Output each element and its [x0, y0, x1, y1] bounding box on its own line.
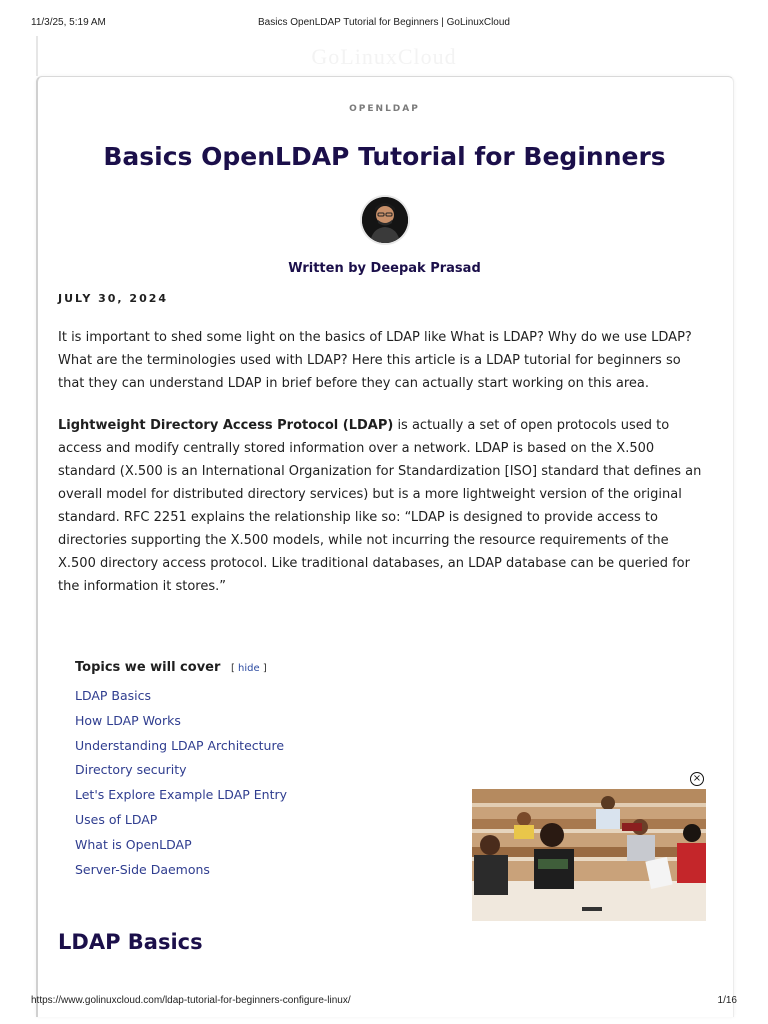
- print-footer: [0, 995, 768, 1009]
- publish-date: JULY 30, 2024: [58, 292, 169, 305]
- toc-item-server-side-daemons[interactable]: Server-Side Daemons: [75, 861, 210, 877]
- section-heading-ldap-basics: LDAP Basics: [58, 930, 203, 954]
- classroom-photo: [472, 789, 706, 921]
- article-category[interactable]: OPENLDAP: [349, 104, 420, 114]
- ad-image[interactable]: [472, 789, 706, 921]
- toc-item-ldap-basics[interactable]: LDAP Basics: [75, 688, 152, 703]
- print-page-title: Basics OpenLDAP Tutorial for Beginners | GoLinuxCloud: [258, 17, 510, 28]
- toc-hide-link[interactable]: hide: [238, 663, 260, 674]
- definition-paragraph: [58, 414, 708, 598]
- print-datetime: 11/3/25, 5:19 AM: [31, 17, 106, 28]
- print-url[interactable]: https://www.golinuxcloud.com/ldap-tutorial-for-beginners-configure-linux/: [31, 995, 351, 1006]
- avatar-photo: [362, 197, 408, 243]
- toc-list: [75, 688, 375, 886]
- author-avatar[interactable]: [362, 197, 408, 243]
- toc-item-example-entry[interactable]: Let's Explore Example LDAP Entry: [75, 787, 288, 803]
- toc-item-how-ldap-works[interactable]: How LDAP Works: [75, 712, 181, 728]
- toc-item-directory-security[interactable]: Directory security: [75, 762, 187, 778]
- toc-hide-toggle[interactable]: [ hide ]: [230, 663, 267, 674]
- toc-item-what-is-openldap[interactable]: What is OpenLDAP: [75, 836, 192, 852]
- print-header: [0, 17, 768, 31]
- toc-header: [75, 660, 375, 682]
- table-of-contents: [75, 660, 375, 886]
- author-name[interactable]: Written by Deepak Prasad: [288, 261, 481, 276]
- toc-item-ldap-architecture[interactable]: Understanding LDAP Architecture: [75, 737, 285, 753]
- ldap-definition: is actually a set of open protocols used to access and modify centrally stored information over a network. LDAP is based on the X.500 standard (X.500 is an International Organization for Standardization [ISO] standard that defines an overall model for distributed directory services) but is a more lightweight version of the original standard. RFC 2251 explains the relationship like so: “LDAP is designed to provide access to directories supporting the X.500 models, while not incurring the resource requirements of the X.500 directory access protocol. Like traditional databases, an LDAP database can be queried for the information it stores.”: [58, 418, 702, 594]
- site-logo[interactable]: GoLinuxCloud: [311, 44, 457, 69]
- toc-heading: Topics we will cover: [75, 660, 221, 675]
- close-icon[interactable]: ×: [690, 772, 704, 786]
- ldap-term: Lightweight Directory Access Protocol (LDAP): [58, 418, 394, 433]
- intro-paragraph: It is important to shed some light on the basics of LDAP like What is LDAP? Why do we use LDAP? What are the terminologies used with LDAP? Here this article is a LDAP tutorial for beginners so that they can understand LDAP in brief before they can actually start working on this area.: [58, 330, 692, 391]
- print-page-number: 1/16: [717, 995, 737, 1006]
- toc-item-uses-of-ldap[interactable]: Uses of LDAP: [75, 811, 158, 827]
- article-title: Basics OpenLDAP Tutorial for Beginners: [103, 142, 666, 171]
